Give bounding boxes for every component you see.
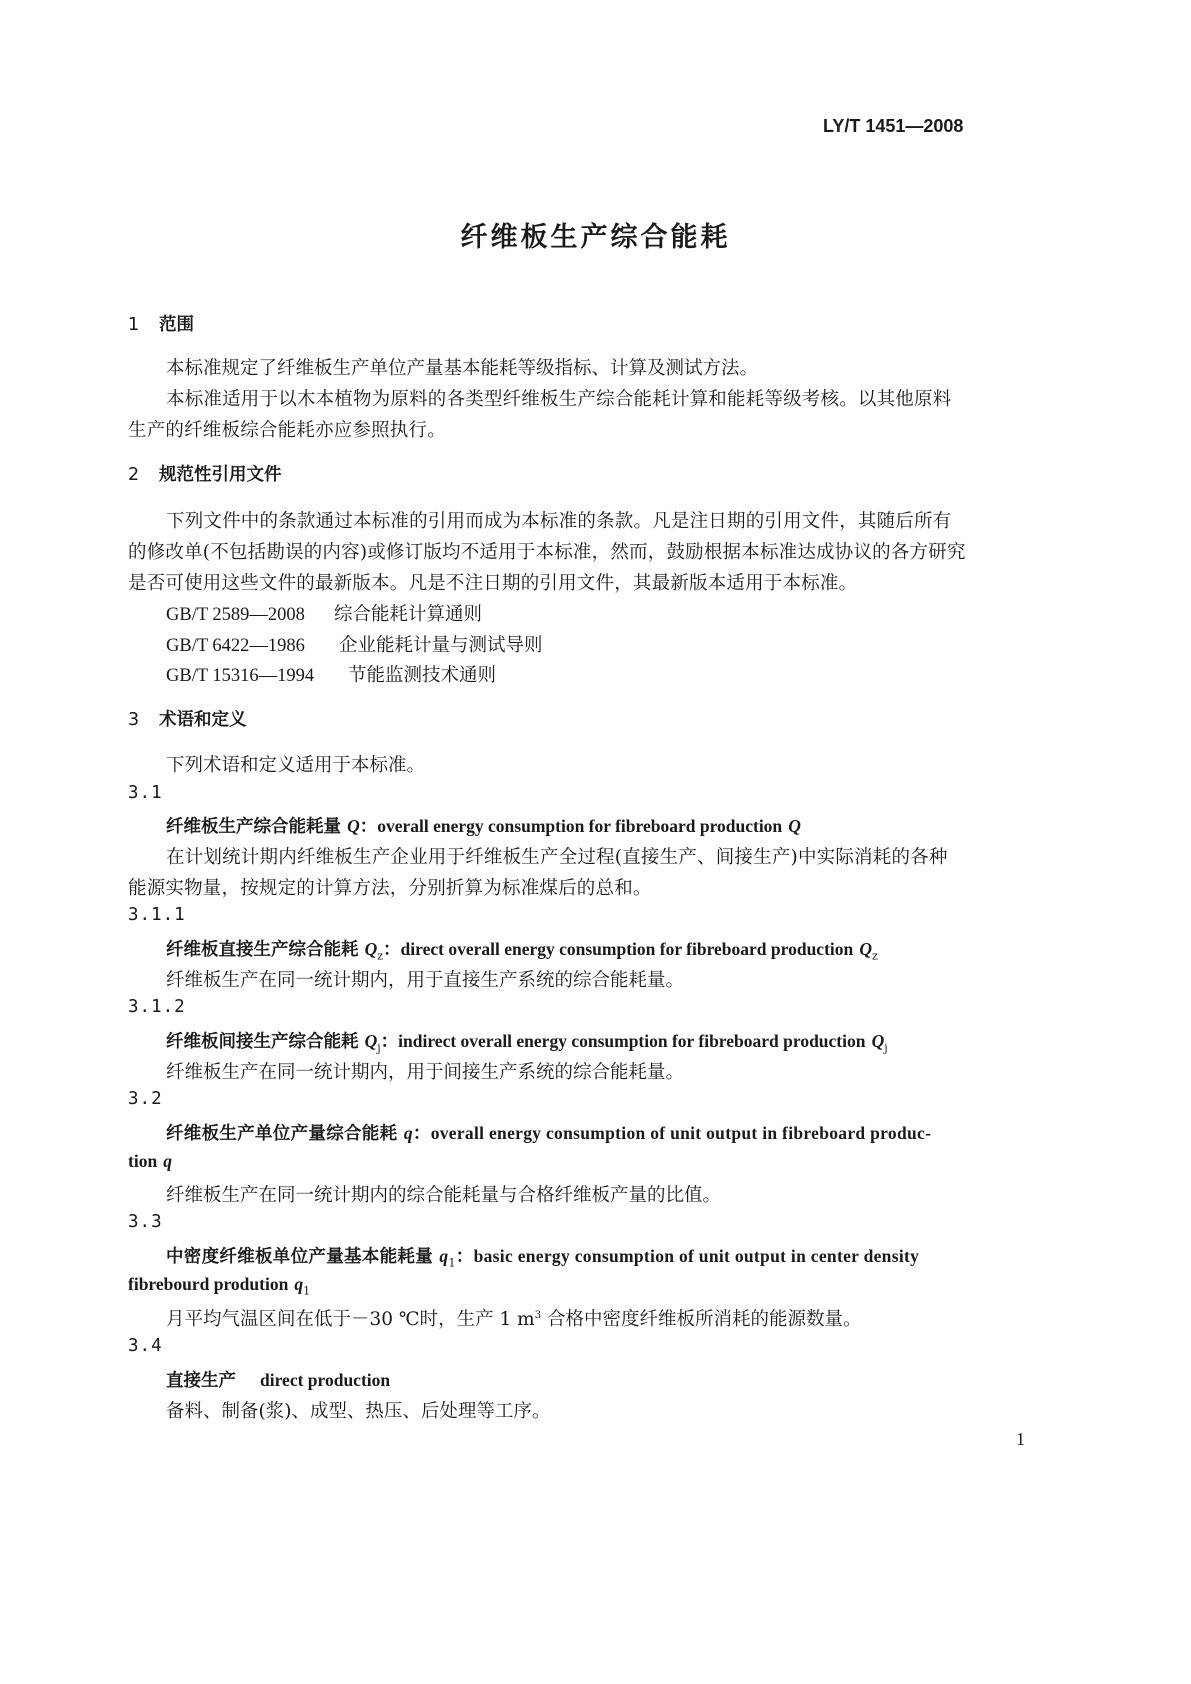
definition-text: 月平均气温区间在低于－30 ℃时，生产 1 m	[166, 1309, 535, 1330]
section-3-heading	[128, 706, 247, 731]
term-english: overall energy consumption for fibreboard production	[377, 816, 783, 836]
references-paragraph-line-3: 是否可使用这些文件的最新版本。凡是不注日期的引用文件，其最新版本适用于本标准。	[128, 573, 858, 594]
section-title: 规范性引用文件	[159, 465, 282, 485]
term-subscript: 1	[303, 1284, 311, 1298]
clause-number: 3.1	[128, 783, 163, 803]
term-chinese: 纤维板直接生产综合能耗	[166, 940, 359, 960]
term-english: overall energy consumption of unit output in fibreboard produc-	[430, 1123, 932, 1143]
clause-number: 3.2	[128, 1089, 163, 1109]
term-chinese: 中密度纤维板单位产量基本能耗量	[166, 1247, 433, 1267]
term-heading	[166, 1367, 390, 1392]
term-chinese: 纤维板间接生产综合能耗	[166, 1032, 359, 1052]
reference-code: GB/T 6422—1986	[166, 636, 305, 656]
clause-number: 3.1.1	[128, 905, 186, 925]
term-symbol: Q	[364, 939, 378, 959]
definition-text: 合格中密度纤维板所消耗的能源数量。	[541, 1309, 862, 1330]
references-paragraph-line-1: 下列文件中的条款通过本标准的引用而成为本标准的条款。凡是注日期的引用文件，其随后所有	[166, 511, 952, 532]
term-english: indirect overall energy consumption for fibreboard production	[398, 1031, 866, 1051]
term-chinese: 纤维板生产综合能耗量	[166, 817, 341, 837]
clause-number: 3.3	[128, 1212, 163, 1232]
term-heading: 纤维板生产单位产量综合能耗 q：overall energy consumption of unit output in fibreboard produc-	[166, 1123, 932, 1144]
terms-intro: 下列术语和定义适用于本标准。	[166, 755, 426, 776]
term-symbol: Q	[347, 816, 360, 836]
scope-paragraph-1: 本标准规定了纤维板生产单位产量基本能耗等级指标、计算及测试方法。	[166, 358, 759, 379]
section-1-heading	[128, 311, 194, 336]
term-subscript: 1	[448, 1256, 456, 1270]
section-number: 1	[128, 315, 140, 335]
clause-number: 3.1.2	[128, 997, 186, 1017]
term-heading: 中密度纤维板单位产量基本能耗量 $q_1$：basic energy consumption of unit output in center density	[166, 1246, 920, 1270]
section-2-heading	[128, 461, 282, 486]
definition-line-1: 在计划统计期内纤维板生产企业用于纤维板生产全过程(直接生产、间接生产)中实际消耗的各种	[166, 847, 948, 868]
page-number: 1	[1016, 1429, 1025, 1449]
scope-paragraph-2-line-1: 本标准适用于以木本植物为原料的各类型纤维板生产综合能耗计算和能耗等级考核。以其他原料	[166, 389, 952, 410]
reference-title: 综合能耗计算通则	[334, 604, 483, 625]
scope-paragraph-2-line-2: 生产的纤维板综合能耗亦应参照执行。	[128, 420, 446, 441]
definition	[166, 1305, 861, 1331]
term-heading: 纤维板生产综合能耗量 Q：overall energy consumption for fibreboard production Q	[166, 816, 801, 837]
definition: 备料、制备(浆)、成型、热压、后处理等工序。	[166, 1401, 551, 1422]
term-heading: 纤维板间接生产综合能耗 $Q_j$：indirect overall energy consumption for fibreboard production $Q_j$	[166, 1031, 888, 1055]
section-title: 范围	[159, 315, 194, 335]
reference-title: 企业能耗计量与测试导则	[339, 635, 543, 656]
term-subscript: j	[884, 1041, 888, 1055]
definition: 纤维板生产在同一统计期内，用于直接生产系统的综合能耗量。	[166, 970, 685, 991]
reference-item	[166, 600, 482, 626]
document-title: 纤维板生产综合能耗	[460, 222, 731, 253]
term-chinese: 纤维板生产单位产量综合能耗	[166, 1124, 398, 1144]
term-subscript: z	[871, 949, 878, 963]
term-symbol: Q	[788, 816, 801, 836]
term-symbol: q	[403, 1123, 413, 1143]
term-chinese: 直接生产	[166, 1371, 236, 1391]
section-title: 术语和定义	[159, 710, 247, 730]
term-symbol: q	[163, 1151, 173, 1171]
term-symbol: q	[439, 1246, 449, 1266]
reference-item	[166, 631, 543, 657]
term-heading: 纤维板直接生产综合能耗 $Q_z$：direct overall energy consumption for fibreboard production $Q_z$	[166, 939, 878, 963]
standard-number: LY/T 1451—2008	[823, 116, 964, 136]
definition: 纤维板生产在同一统计期内，用于间接生产系统的综合能耗量。	[166, 1062, 685, 1083]
term-english: fibrebourd prodution	[128, 1274, 289, 1294]
clause-number: 3.4	[128, 1336, 163, 1356]
references-paragraph-line-2: 的修改单(不包括勘误的内容)或修订版均不适用于本标准，然而，鼓励根据本标准达成协议的各方研究	[128, 542, 966, 563]
section-number: 3	[128, 710, 140, 730]
reference-code: GB/T 15316—1994	[166, 666, 315, 686]
term-symbol: Q	[364, 1031, 378, 1051]
definition-line-2: 能源实物量，按规定的计算方法，分别折算为标准煤后的总和。	[128, 878, 652, 899]
definition: 纤维板生产在同一统计期内的综合能耗量与合格纤维板产量的比值。	[166, 1185, 722, 1206]
reference-title: 节能监测技术通则	[348, 665, 497, 686]
term-english: direct production	[260, 1370, 391, 1390]
term-subscript: j	[377, 1041, 381, 1055]
superscript: 3	[534, 1309, 542, 1321]
term-subscript: z	[377, 949, 384, 963]
term-symbol: Q	[871, 1031, 885, 1051]
reference-item	[166, 661, 496, 687]
term-heading-continued	[128, 1274, 310, 1298]
term-english: tion	[128, 1151, 158, 1171]
reference-code: GB/T 2589—2008	[166, 605, 305, 625]
term-english: basic energy consumption of unit output in center density	[473, 1246, 920, 1266]
term-english: direct overall energy consumption for fibreboard production	[400, 939, 854, 959]
section-number: 2	[128, 465, 140, 485]
term-symbol: Q	[859, 939, 872, 959]
term-heading-continued	[128, 1151, 172, 1172]
term-symbol: q	[294, 1274, 304, 1294]
